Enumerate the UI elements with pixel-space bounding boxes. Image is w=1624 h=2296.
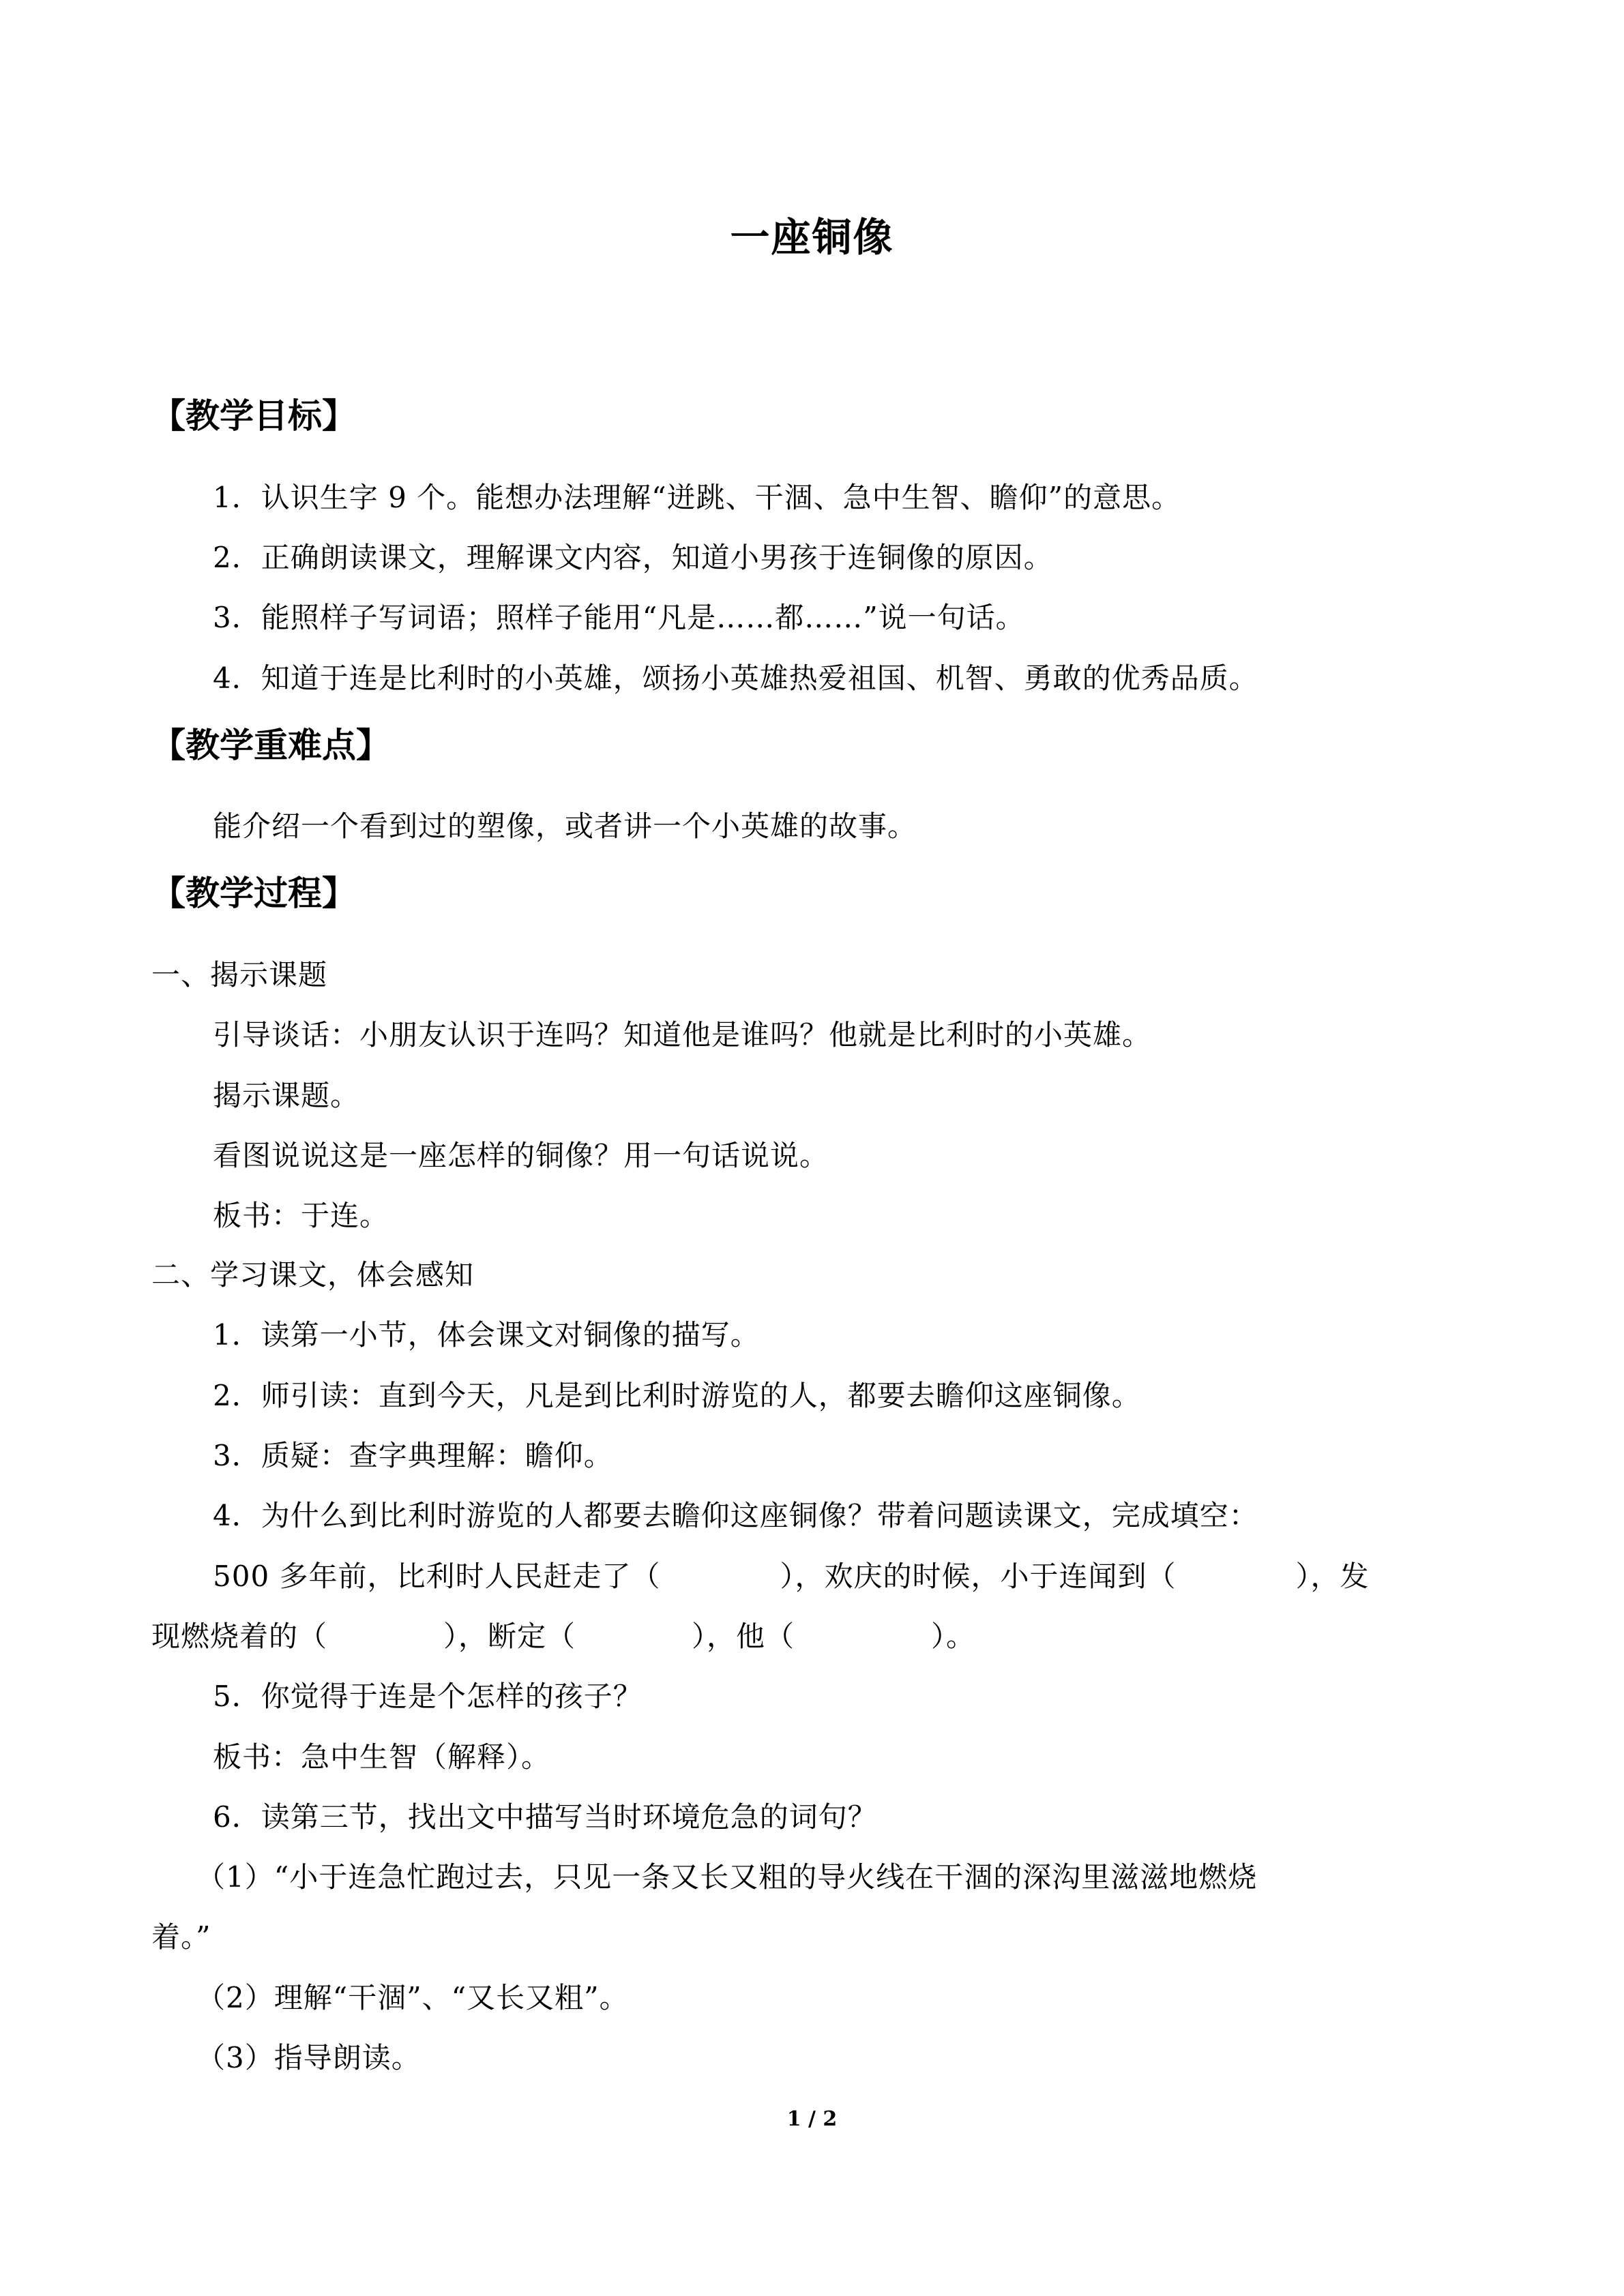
part2-sub-1-line-2: 着。” xyxy=(151,1920,211,1954)
key-points-text: 能介绍一个看到过的塑像，或者讲一个小英雄的故事。 xyxy=(213,809,917,843)
part2-step-3: 3．质疑：查字典理解：瞻仰。 xyxy=(213,1439,613,1472)
part2-title: 二、学习课文，体会感知 xyxy=(151,1258,475,1292)
part2-sub-1-line-1: （1）“小于连急忙跑过去，只见一条又长又粗的导火线在干涸的深沟里滋滋地燃烧 xyxy=(196,1860,1258,1894)
part2-step-6: 6．读第三节，找出文中描写当时环境危急的词句？ xyxy=(213,1800,877,1834)
page-number: 1 / 2 xyxy=(786,2107,838,2131)
part2-step-2: 2．师引读：直到今天，凡是到比利时游览的人，都要去瞻仰这座铜像。 xyxy=(213,1379,1141,1412)
part2-step-5: 5．你觉得于连是个怎样的孩子？ xyxy=(213,1680,643,1713)
fill-blank-1-part-a: 500 多年前，比利时人民赶走了（ xyxy=(213,1560,661,1593)
part2-step-4: 4．为什么到比利时游览的人都要去瞻仰这座铜像？带着问题读课文，完成填空： xyxy=(213,1499,1258,1532)
part1-line-1: 引导谈话：小朋友认识于连吗？知道他是谁吗？他就是比利时的小英雄。 xyxy=(213,1018,1152,1052)
fill-blank-2-part-b: ），断定（ xyxy=(443,1620,576,1653)
part1-title: 一、揭示课题 xyxy=(151,958,328,992)
objective-item-3: 3．能照样子写词语；照样子能用“凡是……都……”说一句话。 xyxy=(213,601,1025,634)
part2-step-5-board: 板书：急中生智（解释）。 xyxy=(213,1740,551,1774)
part1-line-3: 看图说说这是一座怎样的铜像？用一句话说说。 xyxy=(213,1139,829,1172)
fill-blank-line-1 xyxy=(213,1556,1370,1597)
process-heading: 【教学过程】 xyxy=(151,874,356,913)
part1-line-2: 揭示课题。 xyxy=(213,1079,360,1112)
fill-blank-1-part-c: ），发 xyxy=(1295,1560,1370,1593)
part2-sub-3: （3）指导朗读。 xyxy=(196,2041,421,2074)
objective-item-1: 1．认识生字 9 个。能想办法理解“迸跳、干涸、急中生智、瞻仰”的意思。 xyxy=(213,481,1181,514)
fill-blank-1-part-b: ），欢庆的时候，小于连闻到（ xyxy=(780,1560,1177,1593)
fill-blank-2-part-a: 现燃烧着的（ xyxy=(151,1620,328,1653)
document-title: 一座铜像 xyxy=(730,214,894,260)
part2-step-1: 1．读第一小节，体会课文对铜像的描写。 xyxy=(213,1318,760,1352)
fill-blank-line-2 xyxy=(151,1616,975,1657)
objectives-heading: 【教学目标】 xyxy=(151,396,356,436)
fill-blank-2-part-d: ）。 xyxy=(931,1620,976,1653)
part1-line-4: 板书：于连。 xyxy=(213,1199,389,1232)
key-points-heading: 【教学重难点】 xyxy=(151,726,390,765)
fill-blank-2-part-c: ），他（ xyxy=(692,1620,795,1653)
objective-item-4: 4．知道于连是比利时的小英雄，颂扬小英雄热爱祖国、机智、勇敢的优秀品质。 xyxy=(213,661,1258,695)
objective-item-2: 2．正确朗读课文，理解课文内容，知道小男孩于连铜像的原因。 xyxy=(213,541,1053,574)
part2-sub-2: （2）理解“干涸”、“又长又粗”。 xyxy=(196,1981,629,2014)
